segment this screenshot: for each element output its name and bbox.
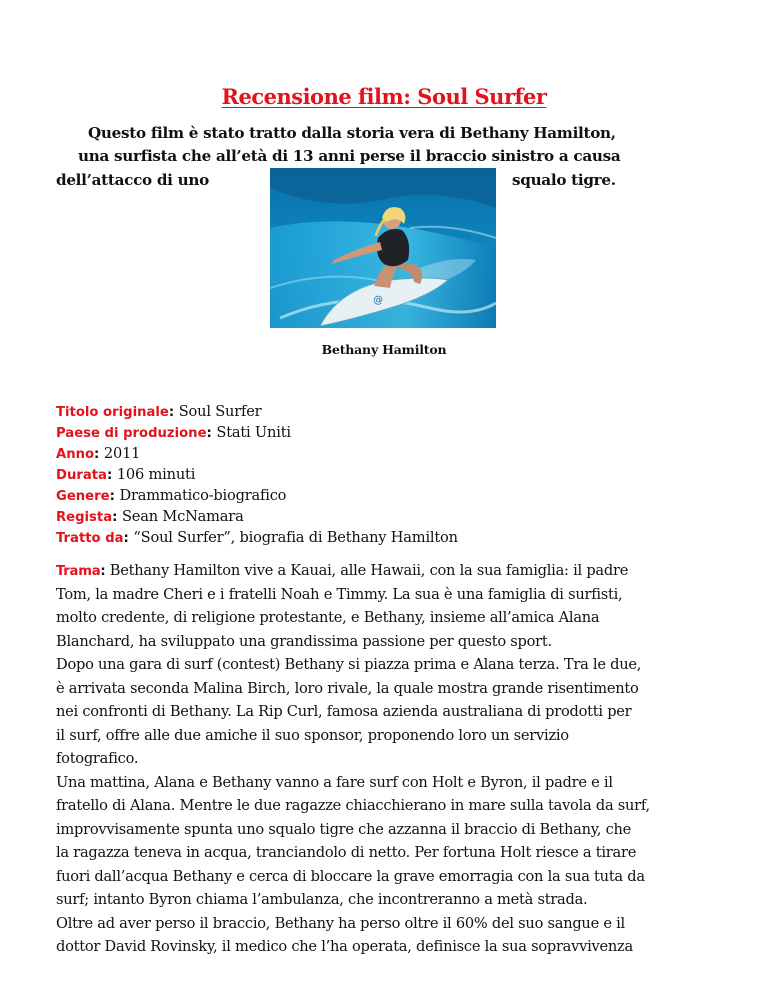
- fact-label: Paese di produzione: [56, 426, 207, 441]
- plot-line: è arrivata seconda Malina Birch, loro rivale, la quale mostra grande risentimento: [56, 679, 639, 697]
- intro-line-3b: squalo tigre.: [512, 171, 616, 189]
- plot-line: nei confronti di Bethany. La Rip Curl, famosa azienda australiana di prodotti per: [56, 703, 632, 720]
- fact-label: Tratto da: [56, 531, 124, 546]
- film-facts: [56, 401, 458, 548]
- fact-label: Regista: [56, 510, 113, 525]
- plot-line: Dopo una gara di surf (contest) Bethany si piazza prima e Alana terza. Tra le due,: [56, 656, 642, 673]
- fact-value: 106 minuti: [116, 466, 196, 483]
- plot-line: Una mattina, Alana e Bethany vanno a fare surf con Holt e Byron, il padre e il: [56, 773, 613, 791]
- plot-text: Bethany Hamilton vive a Kauai, alle Hawaii, con la sua famiglia: il padre: [109, 562, 629, 579]
- page-title: Recensione film: Soul Surfer: [221, 84, 547, 109]
- fact-row: Titolo originale: Soul Surfer: [56, 403, 262, 420]
- intro-line-2: una surfista che all’età di 13 anni perse il braccio sinistro a causa: [78, 147, 621, 165]
- plot-line: Tom, la madre Cheri e i fratelli Noah e Timmy. La sua è una famiglia di surfisti,: [56, 585, 623, 603]
- fact-value: Soul Surfer: [178, 403, 262, 420]
- plot-line: Trama: Bethany Hamilton vive a Kauai, alle Hawaii, con la sua famiglia: il padre: [56, 562, 629, 579]
- plot-line: Oltre ad aver perso il braccio, Bethany ha perso oltre il 60% del suo sangue e il: [56, 914, 625, 932]
- fact-label: Durata: [56, 468, 107, 483]
- fact-row: Tratto da: “Soul Surfer”, biografia di Bethany Hamilton: [56, 529, 458, 546]
- plot-line: improvvisamente spunta uno squalo tigre che azzanna il braccio di Bethany, che: [56, 820, 632, 838]
- fact-row: Anno: 2011: [56, 445, 141, 462]
- intro-line-3a: dell’attacco di uno: [56, 171, 209, 189]
- surfer-illustration: [270, 168, 496, 328]
- svg-text:@: @: [372, 293, 385, 307]
- fact-row: Regista: Sean McNamara: [56, 508, 244, 525]
- surfer-photo: [270, 168, 496, 328]
- fact-label: Anno: [56, 447, 95, 462]
- plot-line: il surf, offre alle due amiche il suo sponsor, proponendo loro un servizio: [56, 726, 569, 744]
- fact-row: Genere: Drammatico-biografico: [56, 487, 287, 504]
- plot-line: molto credente, di religione protestante, e Bethany, insieme all’amica Alana: [56, 609, 600, 626]
- fact-label: Genere: [56, 489, 110, 504]
- photo-caption: Bethany Hamilton: [321, 342, 447, 357]
- fact-label: Titolo originale: [56, 405, 169, 420]
- plot-line: fuori dall’acqua Bethany e cerca di bloccare la grave emorragia con la sua tuta da: [56, 867, 645, 885]
- fact-value: Sean McNamara: [122, 508, 244, 525]
- plot-section: [56, 559, 736, 959]
- fact-value: Stati Uniti: [216, 424, 291, 441]
- plot-line: surf; intanto Byron chiama l’ambulanza, che incontreranno a metà strada.: [56, 891, 588, 908]
- plot-line: fratello di Alana. Mentre le due ragazze chiacchierano in mare sulla tavola da surf,: [56, 797, 650, 814]
- plot-label: Trama: [56, 564, 101, 579]
- fact-value: 2011: [103, 445, 141, 462]
- plot-line: Blanchard, ha sviluppato una grandissima passione per questo sport.: [56, 632, 552, 650]
- fact-row: Durata: 106 minuti: [56, 466, 196, 483]
- fact-value: Drammatico-biografico: [119, 487, 287, 504]
- plot-line: la ragazza teneva in acqua, tranciandolo di netto. Per fortuna Holt riesce a tirare: [56, 844, 637, 861]
- plot-line: dottor David Rovinsky, il medico che l’ha operata, definisce la sua sopravvivenza: [56, 938, 633, 955]
- plot-line: fotografico.: [56, 750, 139, 767]
- fact-row: Paese di produzione: Stati Uniti: [56, 424, 291, 441]
- intro-line-1: Questo film è stato tratto dalla storia vera di Bethany Hamilton,: [88, 124, 616, 142]
- fact-value: “Soul Surfer”, biografia di Bethany Hamilton: [133, 529, 458, 546]
